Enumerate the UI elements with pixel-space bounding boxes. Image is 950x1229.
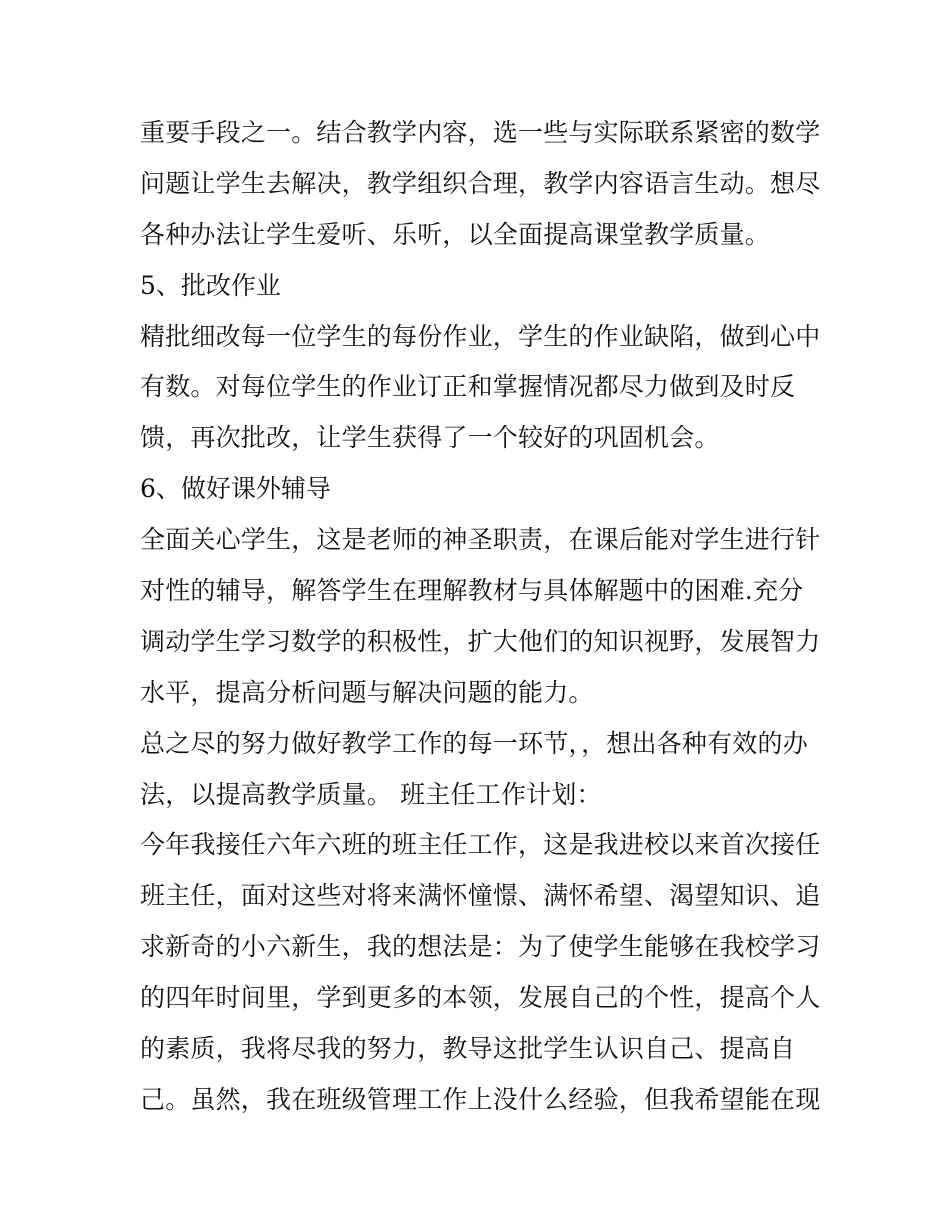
paragraph-line: 馈，再次批改，让学生获得了一个较好的巩固机会。 [140, 423, 720, 453]
paragraph-line: 求新奇的小六新生，我的想法是：为了使学生能够在我校学习 [140, 932, 821, 962]
paragraph-line: 己。虽然，我在班级管理工作上没什么经验，但我希望能在现 [140, 1084, 821, 1114]
paragraph-line: 各种办法让学生爱听、乐听，以全面提高课堂教学质量。 [140, 219, 771, 249]
paragraph-line: 全面关心学生，这是老师的神圣职责，在课后能对学生进行针 [140, 525, 821, 555]
paragraph-line: 精批细改每一位学生的每份作业，学生的作业缺陷，做到心中 [140, 321, 821, 351]
paragraph-line: 班主任，面对这些对将来满怀憧憬、满怀希望、渴望知识、追 [140, 881, 821, 911]
section-heading-grading: 5、批改作业 [140, 270, 281, 300]
paragraph-line: 的素质，我将尽我的努力，教导这批学生认识自己、提高自 [140, 1034, 796, 1064]
paragraph-line: 有数。对每位学生的作业订正和掌握情况都尽力做到及时反 [140, 372, 796, 402]
paragraph-line: 调动学生学习数学的积极性，扩大他们的知识视野，发展智力 [140, 626, 821, 656]
paragraph-line: 法，以提高教学质量。 班主任工作计划： [140, 779, 602, 809]
section-heading-tutoring: 6、做好课外辅导 [140, 474, 331, 504]
paragraph-line: 问题让学生去解决，教学组织合理，教学内容语言生动。想尽 [140, 168, 821, 198]
paragraph-line: 的四年时间里，学到更多的本领，发展自己的个性，提高个人 [140, 983, 821, 1013]
paragraph-line: 总之尽的努力做好教学工作的每一环节，，想出各种有效的办 [140, 728, 808, 758]
paragraph-line: 水平，提高分析问题与解决问题的能力。 [140, 677, 594, 707]
paragraph-line: 今年我接任六年六班的班主任工作，这是我进校以来首次接任 [140, 830, 821, 860]
document-body [140, 108, 820, 1126]
paragraph-line: 对性的辅导，解答学生在理解教材与具体解题中的困难.充分 [140, 576, 804, 606]
paragraph-line: 重要手段之一。结合教学内容，选一些与实际联系紧密的数学 [140, 118, 821, 147]
